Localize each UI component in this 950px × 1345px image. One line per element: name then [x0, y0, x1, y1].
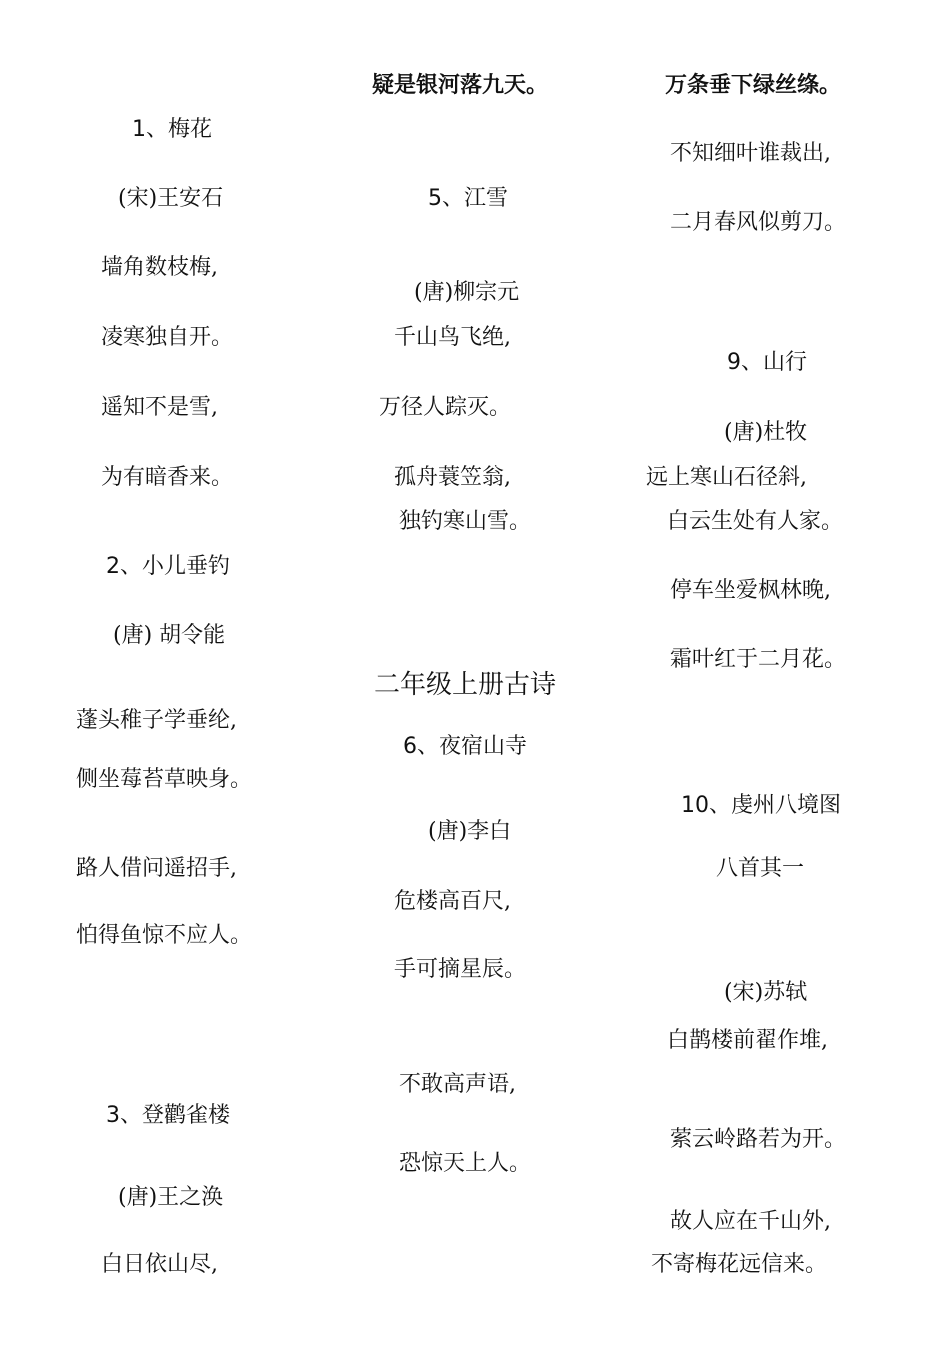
poem-10-subtitle: 八首其一	[716, 856, 805, 881]
poem-10-author: (宋)苏轼	[724, 980, 808, 1005]
poem-9-line: 白云生处有人家。	[667, 509, 844, 534]
grade-heading: 二年级上册古诗	[374, 670, 557, 700]
poem-10-line: 萦云岭路若为开。	[670, 1127, 847, 1152]
poem-2-line: 侧坐莓苔草映身。	[76, 767, 253, 792]
poem-6-line: 不敢高声语,	[399, 1072, 516, 1097]
poem-2-line: 路人借问遥招手,	[76, 856, 237, 881]
poem-8-line: 不知细叶谁裁出,	[670, 141, 831, 166]
poem-2-title: 2、小儿垂钓	[106, 554, 230, 579]
poem-6-line: 手可摘星辰。	[394, 957, 527, 982]
col3-continuation-line: 万条垂下绿丝绦。	[665, 73, 842, 98]
poem-3-line: 白日依山尽,	[101, 1252, 218, 1277]
poem-9-line: 停车坐爱枫林晚,	[670, 578, 831, 603]
poem-1-line: 为有暗香来。	[101, 465, 234, 490]
poem-6-line: 恐惊天上人。	[399, 1151, 532, 1176]
poem-5-line: 独钓寒山雪。	[399, 509, 532, 534]
poem-10-line: 故人应在千山外,	[670, 1209, 831, 1234]
poem-8-line: 二月春风似剪刀。	[670, 210, 847, 235]
poem-1-author: (宋)王安石	[118, 186, 224, 211]
poem-6-author: (唐)李白	[428, 819, 512, 844]
poem-1-line: 遥知不是雪,	[101, 395, 218, 420]
col2-continuation-line: 疑是银河落九天。	[372, 73, 549, 98]
poem-1-line: 凌寒独自开。	[101, 325, 234, 350]
poem-2-line: 蓬头稚子学垂纶,	[76, 708, 237, 733]
poem-5-author: (唐)柳宗元	[414, 280, 520, 305]
poem-5-line: 万径人踪灭。	[379, 395, 512, 420]
poem-3-author: (唐)王之涣	[118, 1185, 224, 1210]
poem-5-line: 孤舟蓑笠翁,	[394, 465, 511, 490]
poem-10-title: 10、虔州八境图	[681, 793, 841, 818]
poem-3-title: 3、登鹳雀楼	[106, 1103, 230, 1128]
poem-9-author: (唐)杜牧	[724, 420, 808, 445]
poem-1-line: 墙角数枝梅,	[101, 255, 218, 280]
poem-1-title: 1、梅花	[132, 117, 212, 142]
poem-5-title: 5、江雪	[428, 186, 508, 211]
poem-6-title: 6、夜宿山寺	[403, 734, 527, 759]
poem-10-line: 白鹊楼前翟作堆,	[667, 1028, 828, 1053]
poem-2-line: 怕得鱼惊不应人。	[76, 923, 253, 948]
poem-10-line: 不寄梅花远信来。	[651, 1252, 828, 1277]
poem-9-title: 9、山行	[727, 350, 807, 375]
poem-5-line: 千山鸟飞绝,	[394, 325, 511, 350]
poem-9-line: 霜叶红于二月花。	[670, 647, 847, 672]
poem-6-line: 危楼高百尺,	[394, 889, 511, 914]
poem-9-line: 远上寒山石径斜,	[646, 465, 807, 490]
poem-2-author: (唐) 胡令能	[113, 623, 226, 648]
